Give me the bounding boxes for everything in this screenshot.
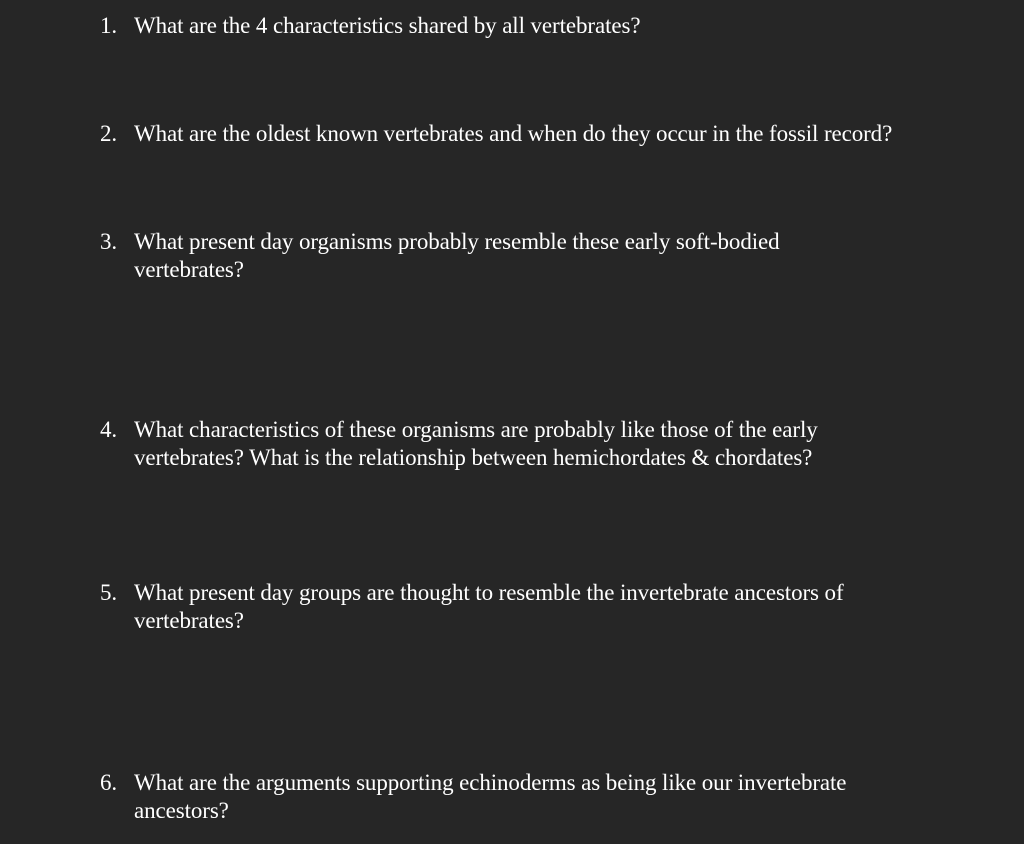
question-text: What are the arguments supporting echinoderms as being like our invertebrate [134,770,847,795]
question-number: 1. [100,13,118,38]
question-text: What are the oldest known vertebrates and when do they occur in the fossil record? [134,121,893,146]
question-text-continued: ancestors? [134,798,229,823]
question-number: 4. [100,417,118,442]
question-number: 5. [100,580,118,605]
question-text-continued: vertebrates? [134,608,244,633]
question-number: 2. [100,121,118,146]
question-number: 3. [100,229,118,254]
question-number: 6. [100,770,118,795]
question-text: What characteristics of these organisms are probably like those of the early [134,417,818,442]
question-text: What are the 4 characteristics shared by all vertebrates? [134,13,641,38]
question-text: What present day groups are thought to resemble the invertebrate ancestors of [134,580,844,605]
question-text: What present day organisms probably resemble these early soft-bodied [134,229,780,254]
question-text-continued: vertebrates? What is the relationship between hemichordates & chordates? [134,445,813,470]
question-text-continued: vertebrates? [134,257,244,282]
